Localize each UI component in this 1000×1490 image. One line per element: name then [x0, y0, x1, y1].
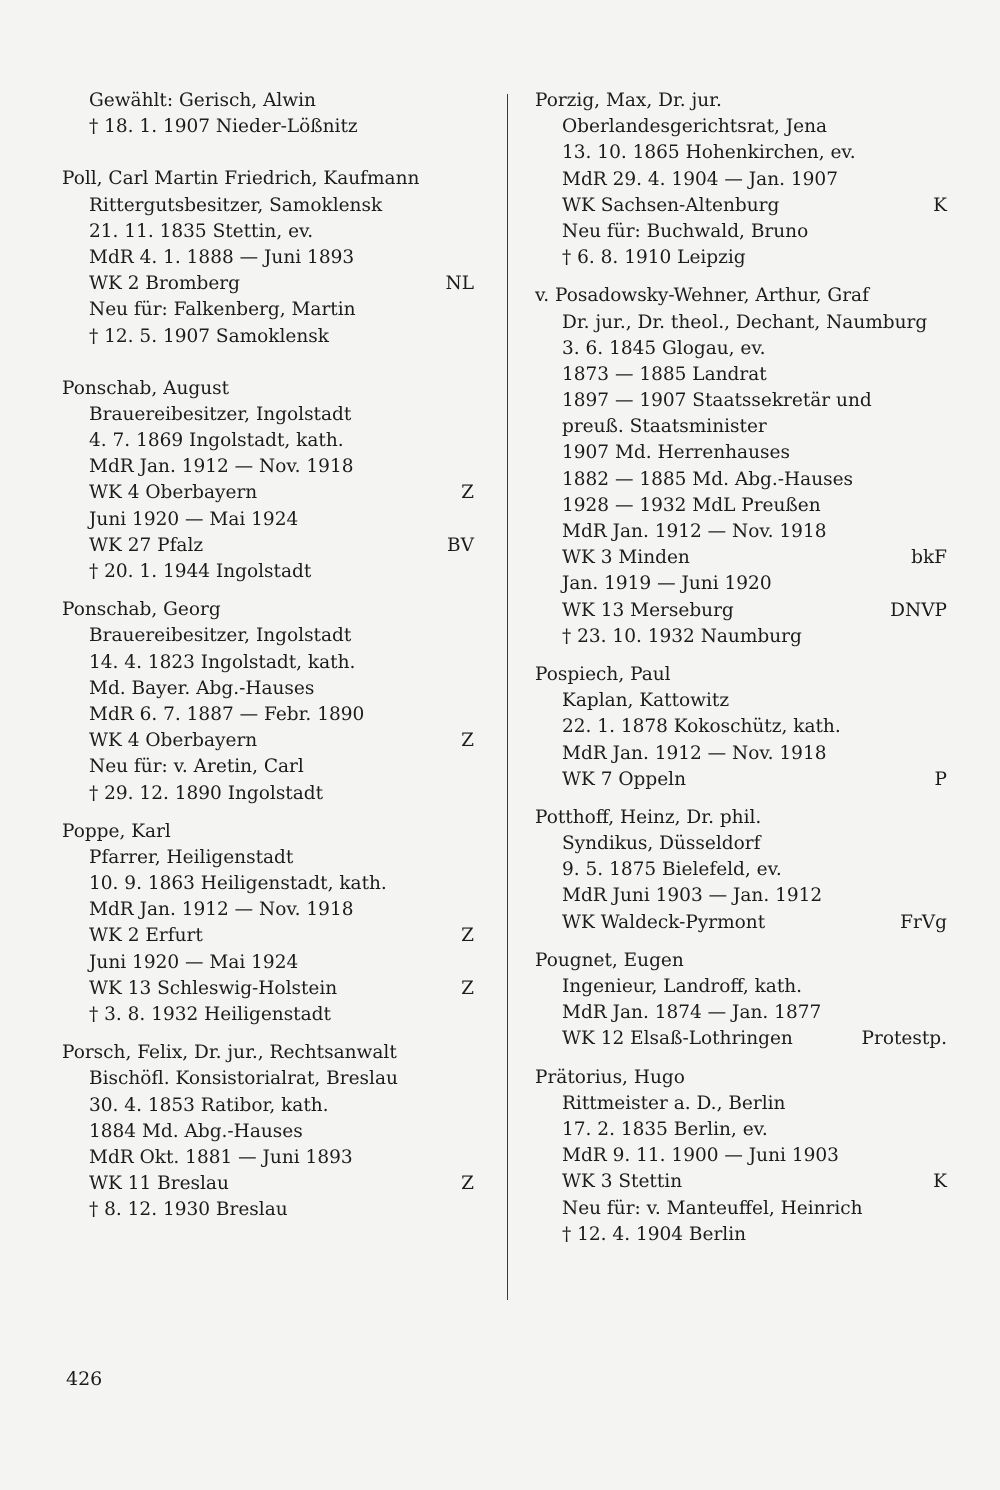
entry-text: † 23. 10. 1932 Naumburg — [562, 625, 802, 647]
entry-line — [535, 1222, 947, 1248]
entry-text: MdR 6. 7. 1887 — Febr. 1890 — [89, 703, 365, 725]
entry-text: † 8. 12. 1930 Breslau — [89, 1199, 288, 1221]
entry-text: WK 2 Erfurt — [89, 925, 203, 947]
entry-text: Pfarrer, Heiligenstadt — [89, 846, 294, 868]
entry-text: Brauereibesitzer, Ingolstadt — [89, 625, 352, 647]
entry-line — [62, 623, 474, 649]
party-abbreviation: DNVP — [890, 599, 947, 621]
left-column — [62, 88, 474, 1224]
party-abbreviation: Z — [461, 925, 474, 947]
entry-text: Potthoff, Heinz, Dr. phil. — [535, 806, 762, 828]
entry-text: † 29. 12. 1890 Ingolstadt — [89, 782, 324, 804]
biography-entry — [535, 805, 947, 936]
entry-line — [535, 388, 947, 414]
entry-text: MdR Okt. 1881 — Juni 1893 — [89, 1146, 353, 1168]
entry-line — [62, 871, 474, 897]
biography-entry — [62, 597, 474, 807]
entry-heading — [535, 88, 947, 114]
party-abbreviation: BV — [447, 534, 474, 556]
entry-line — [62, 976, 474, 1002]
entry-text: Neu für: Buchwald, Bruno — [562, 220, 809, 242]
entry-line — [535, 467, 947, 493]
entry-text: WK 27 Pfalz — [89, 534, 204, 556]
party-abbreviation: Z — [461, 482, 474, 504]
entry-text: Ponschab, August — [62, 377, 230, 399]
entry-line — [535, 1091, 947, 1117]
entry-line — [62, 897, 474, 923]
entry-line — [535, 193, 947, 219]
biography-entry — [535, 1065, 947, 1248]
entry-text: † 18. 1. 1907 Nieder-Lößnitz — [89, 116, 358, 138]
entry-line — [62, 923, 474, 949]
entry-text: 13. 10. 1865 Hohenkirchen, ev. — [562, 142, 856, 164]
entry-text: MdR 9. 11. 1900 — Juni 1903 — [562, 1145, 839, 1167]
entry-text: 1928 — 1932 MdL Preußen — [562, 494, 821, 516]
party-abbreviation: Z — [461, 730, 474, 752]
entry-text: MdR Jan. 1912 — Nov. 1918 — [562, 742, 827, 764]
entry-text: Jan. 1919 — Juni 1920 — [562, 573, 772, 595]
biography-entry — [535, 948, 947, 1053]
entry-text: 30. 4. 1853 Ratibor, kath. — [89, 1094, 329, 1116]
entry-line — [62, 950, 474, 976]
entry-line — [62, 845, 474, 871]
entry-line — [62, 219, 474, 245]
entry-line — [535, 336, 947, 362]
entry-line — [62, 454, 474, 480]
entry-heading — [535, 283, 947, 309]
entry-text: 22. 1. 1878 Kokoschütz, kath. — [562, 716, 841, 738]
entry-line — [535, 1026, 947, 1052]
entry-line — [535, 310, 947, 336]
entry-text: † 12. 5. 1907 Samoklensk — [89, 325, 330, 347]
entry-text: MdR Juni 1903 — Jan. 1912 — [562, 885, 823, 907]
party-abbreviation: Z — [461, 1173, 474, 1195]
entry-line — [62, 1093, 474, 1119]
entry-text: † 6. 8. 1910 Leipzig — [562, 247, 746, 269]
entry-line — [535, 831, 947, 857]
entry-line — [62, 402, 474, 428]
entry-text: 17. 2. 1835 Berlin, ev. — [562, 1118, 768, 1140]
entry-line — [62, 702, 474, 728]
entry-text: Poppe, Karl — [62, 820, 171, 842]
party-abbreviation: Protestp. — [861, 1028, 947, 1050]
entry-text: Ingenieur, Landroff, kath. — [562, 976, 803, 997]
entry-line — [535, 114, 947, 140]
biography-entry — [535, 283, 947, 650]
entry-line — [535, 440, 947, 466]
entry-text: Prätorius, Hugo — [535, 1066, 685, 1088]
entry-text: † 20. 1. 1944 Ingolstadt — [89, 561, 312, 582]
entry-line — [535, 571, 947, 597]
entry-line — [535, 741, 947, 767]
entry-text: Ponschab, Georg — [62, 599, 221, 621]
entry-text: 3. 6. 1845 Glogau, ev. — [562, 337, 766, 359]
entry-line — [62, 245, 474, 271]
entry-line — [535, 140, 947, 166]
entry-text: 1897 — 1907 Staatssekretär und — [562, 390, 872, 412]
entry-text: Pospiech, Paul — [535, 663, 671, 685]
entry-text: 1907 Md. Herrenhauses — [562, 442, 790, 464]
entry-line — [62, 1119, 474, 1145]
entry-text: Neu für: v. Manteuffel, Heinrich — [562, 1197, 863, 1219]
entry-line — [62, 559, 474, 585]
entry-line — [62, 193, 474, 219]
column-divider — [507, 94, 508, 1300]
entry-text: Md. Bayer. Abg.-Hauses — [89, 677, 315, 699]
entry-text: Oberlandesgerichtsrat, Jena — [562, 116, 828, 138]
entry-text: Dr. jur., Dr. theol., Dechant, Naumburg — [562, 311, 928, 333]
entry-line — [62, 1145, 474, 1171]
entry-line — [535, 219, 947, 245]
entry-line — [535, 1169, 947, 1195]
biography-entry — [535, 88, 947, 271]
entry-heading — [535, 948, 947, 974]
entry-line — [62, 1197, 474, 1223]
entry-text: Rittmeister a. D., Berlin — [562, 1092, 786, 1114]
entry-line — [62, 533, 474, 559]
party-abbreviation: FrVg — [900, 911, 947, 933]
entry-text: MdR 4. 1. 1888 — Juni 1893 — [89, 246, 355, 268]
entry-text: MdR Jan. 1912 — Nov. 1918 — [89, 899, 354, 921]
entry-text: preuß. Staatsminister — [562, 416, 767, 438]
entry-text: Neu für: Falkenberg, Martin — [89, 299, 356, 321]
entry-text: v. Posadowsky-Wehner, Arthur, Graf — [535, 285, 869, 307]
entry-line — [535, 974, 947, 1000]
entry-line — [62, 507, 474, 533]
entry-text: MdR 29. 4. 1904 — Jan. 1907 — [562, 168, 838, 190]
entry-heading — [535, 662, 947, 688]
entry-text: WK 7 Oppeln — [562, 768, 686, 790]
entry-text: Porzig, Max, Dr. jur. — [535, 90, 722, 111]
entry-text: † 3. 8. 1932 Heiligenstadt — [89, 1004, 331, 1025]
biography-entry — [62, 376, 474, 586]
entry-line — [535, 767, 947, 793]
entry-heading — [62, 376, 474, 402]
entry-text: Juni 1920 — Mai 1924 — [89, 951, 299, 973]
party-abbreviation: K — [933, 1171, 947, 1193]
entry-line — [535, 167, 947, 193]
entry-text: WK 4 Oberbayern — [89, 482, 258, 504]
entry-text: Rittergutsbesitzer, Samoklensk — [89, 194, 383, 216]
entry-line — [62, 1171, 474, 1197]
entry-text: 14. 4. 1823 Ingolstadt, kath. — [89, 651, 356, 673]
entry-heading — [62, 819, 474, 845]
entry-line — [535, 1117, 947, 1143]
entry-text: † 12. 4. 1904 Berlin — [562, 1223, 747, 1245]
entry-text: 4. 7. 1869 Ingolstadt, kath. — [89, 430, 344, 452]
entry-text: WK 13 Schleswig-Holstein — [89, 977, 338, 999]
entry-line — [62, 114, 474, 140]
entry-text: Pougnet, Eugen — [535, 949, 684, 971]
entry-line — [535, 414, 947, 440]
entry-line — [62, 480, 474, 506]
party-abbreviation: Z — [461, 977, 474, 999]
biography-entry — [62, 1040, 474, 1223]
entry-line — [535, 519, 947, 545]
entry-text: WK Sachsen-Altenburg — [562, 194, 780, 216]
entry-heading — [535, 805, 947, 831]
party-abbreviation: NL — [445, 273, 474, 295]
entry-line — [535, 857, 947, 883]
entry-text: 1884 Md. Abg.-Hauses — [89, 1120, 303, 1142]
biography-entry — [535, 662, 947, 793]
entry-line — [62, 324, 474, 350]
entry-text: MdR Jan. 1912 — Nov. 1918 — [562, 521, 827, 542]
entry-line — [535, 245, 947, 271]
entry-line — [62, 676, 474, 702]
entry-text: WK 3 Stettin — [562, 1171, 683, 1193]
entry-line — [62, 271, 474, 297]
entry-line — [535, 362, 947, 388]
entry-line — [535, 598, 947, 624]
entry-line — [62, 781, 474, 807]
entry-text: 21. 11. 1835 Stettin, ev. — [89, 220, 314, 242]
entry-text: WK 13 Merseburg — [562, 599, 734, 621]
entry-heading — [535, 1065, 947, 1091]
entry-text: 1882 — 1885 Md. Abg.-Hauses — [562, 468, 854, 490]
entry-heading — [62, 166, 474, 192]
entry-line — [62, 88, 474, 114]
entry-text: Poll, Carl Martin Friedrich, Kaufmann — [62, 168, 420, 190]
entry-heading — [62, 597, 474, 623]
entry-text: Kaplan, Kattowitz — [562, 690, 730, 712]
party-abbreviation: P — [934, 768, 947, 790]
entry-text: MdR Jan. 1912 — Nov. 1918 — [89, 456, 354, 478]
right-column — [535, 88, 947, 1248]
entry-line — [535, 883, 947, 909]
entry-line — [535, 493, 947, 519]
biography-entry — [62, 819, 474, 1029]
entry-heading — [62, 1040, 474, 1066]
entry-line — [62, 428, 474, 454]
entry-text: WK Waldeck-Pyrmont — [562, 911, 766, 933]
entry-line — [535, 688, 947, 714]
biography-entry — [62, 166, 474, 349]
entry-line — [62, 1002, 474, 1028]
entry-line — [62, 1066, 474, 1092]
entry-text: Neu für: v. Aretin, Carl — [89, 756, 304, 778]
entry-line — [535, 1143, 947, 1169]
entry-text: WK 3 Minden — [562, 547, 690, 569]
party-abbreviation: K — [933, 194, 947, 216]
entry-text: WK 2 Bromberg — [89, 273, 240, 295]
entry-text: WK 11 Breslau — [89, 1173, 229, 1195]
entry-line — [62, 728, 474, 754]
entry-text: 1873 — 1885 Landrat — [562, 363, 767, 385]
entry-text: 9. 5. 1875 Bielefeld, ev. — [562, 859, 782, 881]
page-number: 426 — [66, 1368, 103, 1390]
entry-text: MdR Jan. 1874 — Jan. 1877 — [562, 1002, 822, 1024]
entry-text: Bischöfl. Konsistorialrat, Breslau — [89, 1068, 398, 1090]
entry-text: Syndikus, Düsseldorf — [562, 833, 761, 855]
entry-text: Juni 1920 — Mai 1924 — [89, 508, 299, 530]
entry-text: WK 4 Oberbayern — [89, 730, 258, 752]
entry-line — [535, 1196, 947, 1222]
entry-text: Brauereibesitzer, Ingolstadt — [89, 403, 352, 425]
entry-line — [535, 624, 947, 650]
entry-line — [535, 545, 947, 571]
entry-text: Porsch, Felix, Dr. jur., Rechtsanwalt — [62, 1042, 397, 1064]
entry-line — [535, 1000, 947, 1026]
entry-text: 10. 9. 1863 Heiligenstadt, kath. — [89, 873, 387, 895]
entry-line — [535, 910, 947, 936]
entry-text: Gewählt: Gerisch, Alwin — [89, 90, 316, 111]
entry-line — [535, 714, 947, 740]
biography-entry — [62, 88, 474, 140]
entry-line — [62, 650, 474, 676]
entry-line — [62, 754, 474, 780]
entry-line — [62, 297, 474, 323]
party-abbreviation: bkF — [911, 547, 947, 569]
entry-text: WK 12 Elsaß-Lothringen — [562, 1028, 793, 1050]
